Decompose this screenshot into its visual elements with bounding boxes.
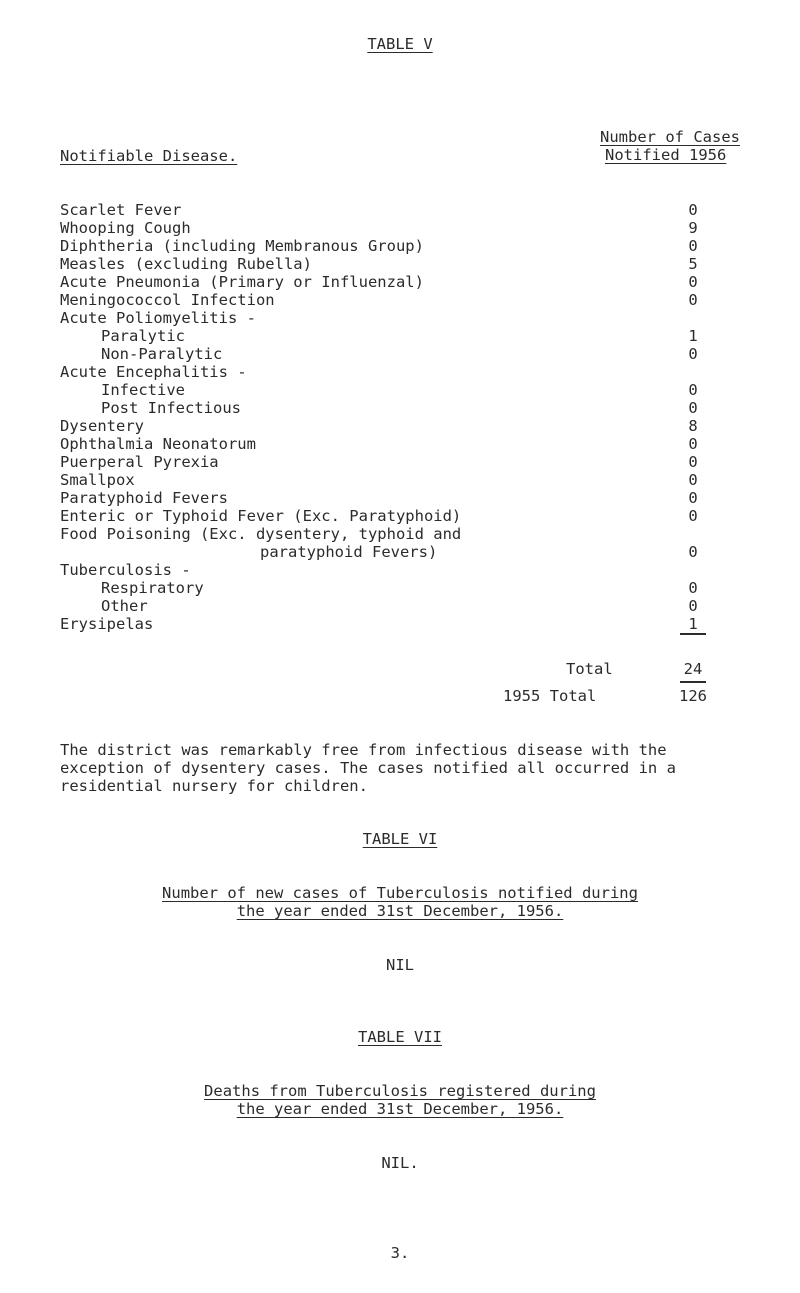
row-value-infective: 0 (688, 381, 698, 399)
row-value-food-poisoning: 0 (688, 543, 698, 561)
table-vi-line1: Number of new cases of Tuberculosis notified during (162, 884, 638, 902)
row-label-meningococcal: Meningococcol Infection (60, 291, 275, 309)
row-label-ophthalmia: Ophthalmia Neonatorum (60, 435, 256, 453)
row-label-measles: Measles (excluding Rubella) (60, 255, 312, 273)
row-label-tuberculosis: Tuberculosis - (60, 561, 191, 579)
row-value-scarlet-fever: 0 (688, 201, 698, 219)
prev-total-label: 1955 Total (503, 687, 597, 705)
row-value-paratyphoid: 0 (688, 489, 698, 507)
row-label-whooping-cough: Whooping Cough (60, 219, 191, 237)
col-header-disease: Notifiable Disease. (60, 147, 238, 165)
row-label-acute-encephalitis: Acute Encephalitis - (60, 363, 247, 381)
col-header-cases-line1: Number of Cases (600, 128, 740, 146)
table-vi-result: NIL (386, 956, 414, 974)
row-value-whooping-cough: 9 (688, 219, 698, 237)
row-label-other: Other (101, 597, 148, 615)
prev-total-rule (680, 681, 706, 683)
summary-paragraph: The district was remarkably free from infectious disease with the exception of dysentery cases. The cases notified all occurred in a residential nursery for children. (60, 741, 676, 795)
row-value-acute-pneumonia: 0 (688, 273, 698, 291)
table-v-title: TABLE V (367, 35, 433, 53)
row-label-paralytic: Paralytic (101, 327, 185, 345)
row-label-diphtheria: Diphtheria (including Membranous Group) (60, 237, 424, 255)
row-value-enteric-typhoid: 0 (688, 507, 698, 525)
total-rule (680, 633, 706, 635)
row-value-respiratory: 0 (688, 579, 698, 597)
row-label-respiratory: Respiratory (101, 579, 204, 597)
row-value-dysentery: 8 (688, 417, 698, 435)
table-vi-title: TABLE VI (362, 830, 438, 848)
row-label-infective: Infective (101, 381, 185, 399)
row-label-non-paralytic: Non-Paralytic (101, 345, 223, 363)
row-label-dysentery: Dysentery (60, 417, 144, 435)
row-value-puerperal-pyrexia: 0 (688, 453, 698, 471)
row-label-paratyphoid: Paratyphoid Fevers (60, 489, 228, 507)
row-label-food-poisoning: Food Poisoning (Exc. dysentery, typhoid and (60, 525, 462, 543)
row-label-smallpox: Smallpox (60, 471, 135, 489)
row-value-post-infectious: 0 (688, 399, 698, 417)
row-label-acute-poliomyelitis: Acute Poliomyelitis - (60, 309, 256, 327)
row-label-scarlet-fever: Scarlet Fever (60, 201, 182, 219)
total-label: Total (566, 660, 613, 678)
row-label-enteric-typhoid: Enteric or Typhoid Fever (Exc. Paratyphoid) (60, 507, 462, 525)
table-vi-line2: the year ended 31st December, 1956. (236, 902, 564, 920)
page-number: 3. (390, 1244, 410, 1262)
prev-total-value: 126 (679, 687, 707, 705)
row-label-acute-pneumonia: Acute Pneumonia (Primary or Influenzal) (60, 273, 424, 291)
col-header-cases-line2: Notified 1956 (605, 146, 727, 164)
row-label-post-infectious: Post Infectious (101, 399, 241, 417)
table-vii-title: TABLE VII (358, 1028, 442, 1046)
row-value-paralytic: 1 (688, 327, 698, 345)
table-vii-result: NIL. (381, 1154, 419, 1172)
row-value-smallpox: 0 (688, 471, 698, 489)
table-vii-line1: Deaths from Tuberculosis registered during (204, 1082, 596, 1100)
total-value: 24 (683, 660, 703, 678)
row-value-measles: 5 (688, 255, 698, 273)
row-value-non-paralytic: 0 (688, 345, 698, 363)
row-label-erysipelas: Erysipelas (60, 615, 154, 633)
row-value-other: 0 (688, 597, 698, 615)
row-value-meningococcal: 0 (688, 291, 698, 309)
table-vii-line2: the year ended 31st December, 1956. (236, 1100, 564, 1118)
row-value-erysipelas: 1 (688, 615, 698, 633)
row-label-puerperal-pyrexia: Puerperal Pyrexia (60, 453, 219, 471)
row-label-food-poisoning-cont: paratyphoid Fevers) (260, 543, 438, 561)
row-value-diphtheria: 0 (688, 237, 698, 255)
row-value-ophthalmia: 0 (688, 435, 698, 453)
